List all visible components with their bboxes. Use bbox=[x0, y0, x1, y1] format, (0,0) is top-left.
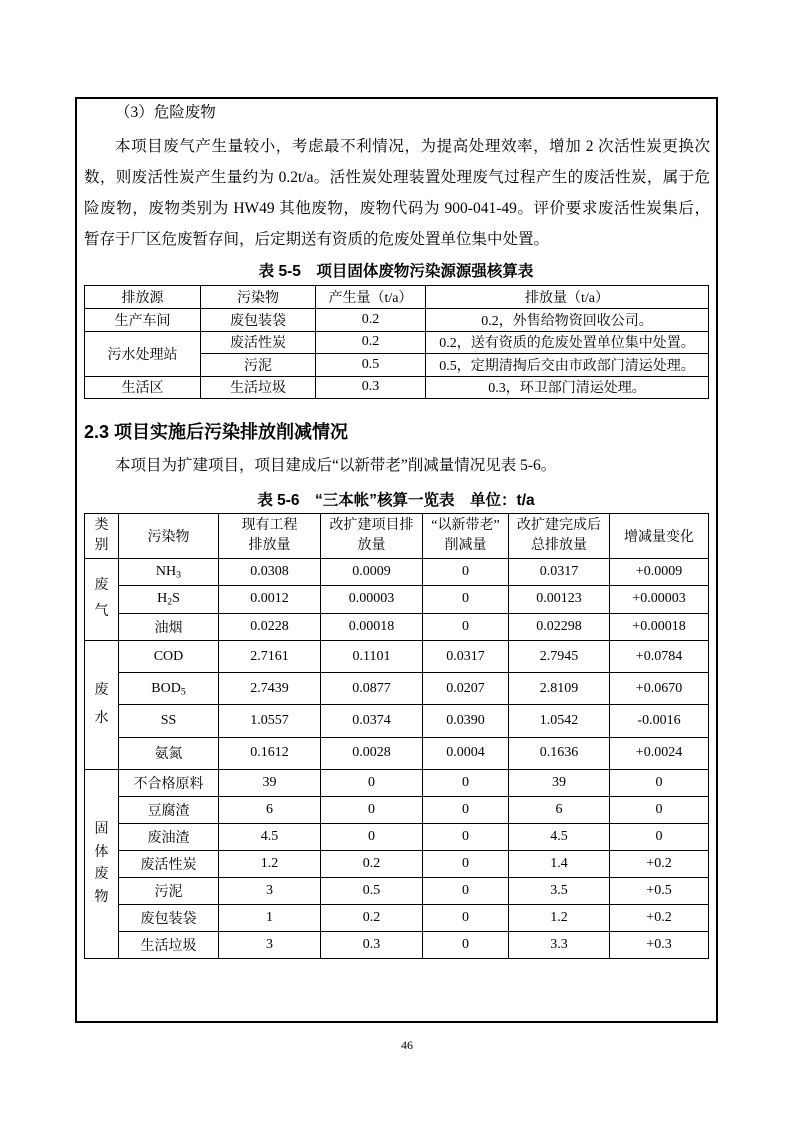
source-cell: 生活区 bbox=[85, 376, 201, 399]
table-5-6 bbox=[84, 513, 709, 959]
pollutant-name: 豆腐渣 bbox=[147, 804, 190, 820]
table-row bbox=[85, 309, 709, 332]
pollutant-cell bbox=[119, 737, 219, 769]
paragraph-line-1: 本项目废气产生量较小，考虑最不利情况，为提高处理效率，增加 2 次活性炭更换次 bbox=[115, 137, 710, 155]
pollutant-cell bbox=[119, 878, 219, 905]
existing-value: 1 bbox=[219, 905, 321, 932]
header-offset: “以新带老” 削减量 bbox=[423, 514, 509, 559]
change-value: +0.00018 bbox=[610, 613, 709, 640]
table-5-5-header bbox=[85, 286, 709, 309]
existing-value: 0.1612 bbox=[219, 737, 321, 769]
existing-value: 0.0012 bbox=[219, 586, 321, 613]
pollutant-cell bbox=[119, 705, 219, 737]
offset-value: 0.0390 bbox=[423, 705, 509, 737]
total-value: 1.2 bbox=[509, 905, 610, 932]
category-label: 废气 bbox=[94, 578, 109, 620]
generated-cell: 0.5 bbox=[316, 354, 426, 377]
offset-value: 0 bbox=[423, 559, 509, 586]
pollutant-name: SS bbox=[160, 713, 177, 729]
table-5-5-caption: 表 5-5 项目固体废物污染源源强核算表 bbox=[258, 263, 534, 280]
category-cell bbox=[85, 770, 119, 959]
table-5-6-header bbox=[85, 514, 709, 559]
table-row bbox=[85, 905, 709, 932]
pollutant-cell: 废包装袋 bbox=[201, 309, 316, 332]
header-category-label: 类别 bbox=[94, 518, 109, 553]
change-value: +0.2 bbox=[610, 905, 709, 932]
pollutant-cell bbox=[119, 559, 219, 586]
pollutant-name: 油烟 bbox=[154, 620, 183, 636]
offset-value: 0 bbox=[423, 878, 509, 905]
category-label: 废水 bbox=[94, 682, 109, 726]
existing-value: 6 bbox=[219, 797, 321, 824]
header-total: 改扩建完成后 总排放量 bbox=[509, 514, 610, 559]
hazardous-waste-heading: （3）危险废物 bbox=[115, 104, 216, 121]
hazardous-waste-paragraph bbox=[84, 131, 710, 255]
paragraph-line-3: 险废物，废物类别为 HW49 其他废物，废物代码为 900-041-49。评价要求废活性炭集后， bbox=[84, 199, 710, 217]
change-value: 0 bbox=[610, 770, 709, 797]
pollutant-cell: 生活垃圾 bbox=[201, 376, 316, 399]
header-generated: 产生量（t/a） bbox=[316, 286, 426, 309]
table-5-5-body bbox=[85, 309, 709, 399]
expansion-value: 0.3 bbox=[321, 932, 423, 959]
existing-value: 2.7161 bbox=[219, 640, 321, 672]
expansion-value: 0.0374 bbox=[321, 705, 423, 737]
pollutant-name: 废油渣 bbox=[147, 831, 190, 847]
source-cell: 污水处理站 bbox=[85, 331, 201, 376]
total-value: 3.5 bbox=[509, 878, 610, 905]
pollutant-name: 氨氮 bbox=[154, 747, 183, 763]
header-row bbox=[85, 286, 709, 309]
total-value: 4.5 bbox=[509, 824, 610, 851]
existing-value: 2.7439 bbox=[219, 673, 321, 705]
pollutant-cell bbox=[119, 613, 219, 640]
offset-value: 0.0004 bbox=[423, 737, 509, 769]
change-value: 0 bbox=[610, 797, 709, 824]
offset-value: 0 bbox=[423, 824, 509, 851]
discharged-cell: 0.2，外售给物资回收公司。 bbox=[426, 309, 709, 332]
table-row bbox=[85, 705, 709, 737]
offset-value: 0 bbox=[423, 932, 509, 959]
pollutant-name: 废包装袋 bbox=[140, 912, 197, 928]
existing-value: 3 bbox=[219, 932, 321, 959]
pollutant-cell bbox=[119, 797, 219, 824]
change-value: +0.0670 bbox=[610, 673, 709, 705]
expansion-value: 0.0028 bbox=[321, 737, 423, 769]
total-value: 6 bbox=[509, 797, 610, 824]
table-row bbox=[85, 878, 709, 905]
header-expansion: 改扩建项目排 放量 bbox=[321, 514, 423, 559]
source-cell: 生产车间 bbox=[85, 309, 201, 332]
expansion-value: 0.00018 bbox=[321, 613, 423, 640]
pollutant-cell bbox=[119, 932, 219, 959]
offset-value: 0 bbox=[423, 586, 509, 613]
offset-value: 0 bbox=[423, 851, 509, 878]
total-value: 39 bbox=[509, 770, 610, 797]
table-row bbox=[85, 331, 709, 354]
offset-value: 0 bbox=[423, 613, 509, 640]
table-row bbox=[85, 586, 709, 613]
expansion-value: 0.5 bbox=[321, 878, 423, 905]
offset-value: 0 bbox=[423, 905, 509, 932]
expansion-value: 0 bbox=[321, 797, 423, 824]
pollutant-name: BOD bbox=[151, 680, 181, 696]
change-value: 0 bbox=[610, 824, 709, 851]
pollutant-name: COD bbox=[153, 648, 184, 664]
change-value: +0.00003 bbox=[610, 586, 709, 613]
change-value: +0.2 bbox=[610, 851, 709, 878]
expansion-value: 0 bbox=[321, 824, 423, 851]
total-value: 0.1636 bbox=[509, 737, 610, 769]
pollutant-name: 不合格原料 bbox=[133, 777, 204, 793]
table-row bbox=[85, 851, 709, 878]
table-row bbox=[85, 559, 709, 586]
discharged-cell: 0.5，定期清掏后交由市政部门清运处理。 bbox=[426, 354, 709, 377]
table-5-6-caption: 表 5-6 “三本帐”核算一览表 单位：t/a bbox=[257, 492, 535, 509]
table-row bbox=[85, 673, 709, 705]
table-5-5 bbox=[84, 285, 709, 399]
pollutant-subscript: 3 bbox=[176, 569, 182, 581]
header-existing: 现有工程 排放量 bbox=[219, 514, 321, 559]
offset-value: 0.0207 bbox=[423, 673, 509, 705]
expansion-value: 0.2 bbox=[321, 851, 423, 878]
pollutant-cell bbox=[119, 640, 219, 672]
pollutant-name: H bbox=[157, 591, 168, 607]
generated-cell: 0.2 bbox=[316, 309, 426, 332]
page-number: 46 bbox=[401, 1038, 413, 1052]
header-source: 排放源 bbox=[85, 286, 201, 309]
change-value: +0.0784 bbox=[610, 640, 709, 672]
pollutant-cell bbox=[119, 673, 219, 705]
table-row bbox=[85, 770, 709, 797]
expansion-value: 0.1101 bbox=[321, 640, 423, 672]
total-value: 2.8109 bbox=[509, 673, 610, 705]
pollutant-cell: 废活性炭 bbox=[201, 331, 316, 354]
existing-value: 3 bbox=[219, 878, 321, 905]
total-value: 0.02298 bbox=[509, 613, 610, 640]
section-2-3-heading: 2.3 项目实施后污染排放削减情况 bbox=[84, 422, 349, 442]
header-row bbox=[85, 514, 709, 559]
expansion-value: 0.00003 bbox=[321, 586, 423, 613]
pollutant-cell bbox=[119, 905, 219, 932]
change-value: +0.5 bbox=[610, 878, 709, 905]
change-value: +0.0009 bbox=[610, 559, 709, 586]
existing-value: 1.2 bbox=[219, 851, 321, 878]
total-value: 0.00123 bbox=[509, 586, 610, 613]
expansion-value: 0.2 bbox=[321, 905, 423, 932]
category-cell bbox=[85, 640, 119, 769]
expansion-value: 0 bbox=[321, 770, 423, 797]
pollutant-name: 生活垃圾 bbox=[140, 939, 197, 955]
change-value: +0.0024 bbox=[610, 737, 709, 769]
paragraph-line-4: 暂存于厂区危废暂存间，后定期送有资质的危废处置单位集中处置。 bbox=[84, 230, 550, 248]
header-pollutant: 污染物 bbox=[201, 286, 316, 309]
pollutant-subscript: 2 bbox=[167, 596, 173, 608]
pollutant-cell bbox=[119, 586, 219, 613]
generated-cell: 0.2 bbox=[316, 331, 426, 354]
table-row bbox=[85, 932, 709, 959]
discharged-cell: 0.3，环卫部门清运处理。 bbox=[426, 376, 709, 399]
offset-value: 0 bbox=[423, 770, 509, 797]
expansion-value: 0.0877 bbox=[321, 673, 423, 705]
table-row bbox=[85, 737, 709, 769]
category-label: 固体废物 bbox=[94, 822, 109, 905]
table-row bbox=[85, 824, 709, 851]
total-value: 0.0317 bbox=[509, 559, 610, 586]
pollutant-cell bbox=[119, 851, 219, 878]
header-change: 增减量变化 bbox=[610, 514, 709, 559]
pollutant-subscript: 5 bbox=[180, 686, 186, 698]
pollutant-name-tail: S bbox=[172, 591, 180, 607]
total-value: 2.7945 bbox=[509, 640, 610, 672]
table-5-6-body bbox=[85, 559, 709, 959]
existing-value: 0.0228 bbox=[219, 613, 321, 640]
offset-value: 0.0317 bbox=[423, 640, 509, 672]
expansion-value: 0.0009 bbox=[321, 559, 423, 586]
discharged-cell: 0.2，送有资质的危废处置单位集中处置。 bbox=[426, 331, 709, 354]
pollutant-cell: 污泥 bbox=[201, 354, 316, 377]
header-discharged: 排放量（t/a） bbox=[426, 286, 709, 309]
total-value: 1.4 bbox=[509, 851, 610, 878]
existing-value: 39 bbox=[219, 770, 321, 797]
table-row bbox=[85, 613, 709, 640]
total-value: 1.0542 bbox=[509, 705, 610, 737]
offset-value: 0 bbox=[423, 797, 509, 824]
pollutant-name: 废活性炭 bbox=[140, 858, 197, 874]
change-value: +0.3 bbox=[610, 932, 709, 959]
category-cell bbox=[85, 559, 119, 641]
existing-value: 4.5 bbox=[219, 824, 321, 851]
table-row bbox=[85, 797, 709, 824]
pollutant-cell bbox=[119, 770, 219, 797]
pollutant-cell bbox=[119, 824, 219, 851]
existing-value: 0.0308 bbox=[219, 559, 321, 586]
generated-cell: 0.3 bbox=[316, 376, 426, 399]
table-row bbox=[85, 640, 709, 672]
table-row bbox=[85, 376, 709, 399]
change-value: -0.0016 bbox=[610, 705, 709, 737]
total-value: 3.3 bbox=[509, 932, 610, 959]
section-2-3-paragraph: 本项目为扩建项目，项目建成后“以新带老”削减量情况见表 5-6。 bbox=[115, 457, 557, 474]
paragraph-line-2: 数，则废活性炭产生量约为 0.2t/a。活性炭处理装置处理废气过程产生的废活性炭，属于危 bbox=[84, 168, 710, 186]
header-category bbox=[85, 514, 119, 559]
pollutant-name: 污泥 bbox=[154, 885, 183, 901]
header-pollutant: 污染物 bbox=[119, 514, 219, 559]
existing-value: 1.0557 bbox=[219, 705, 321, 737]
pollutant-name: NH bbox=[155, 564, 177, 580]
